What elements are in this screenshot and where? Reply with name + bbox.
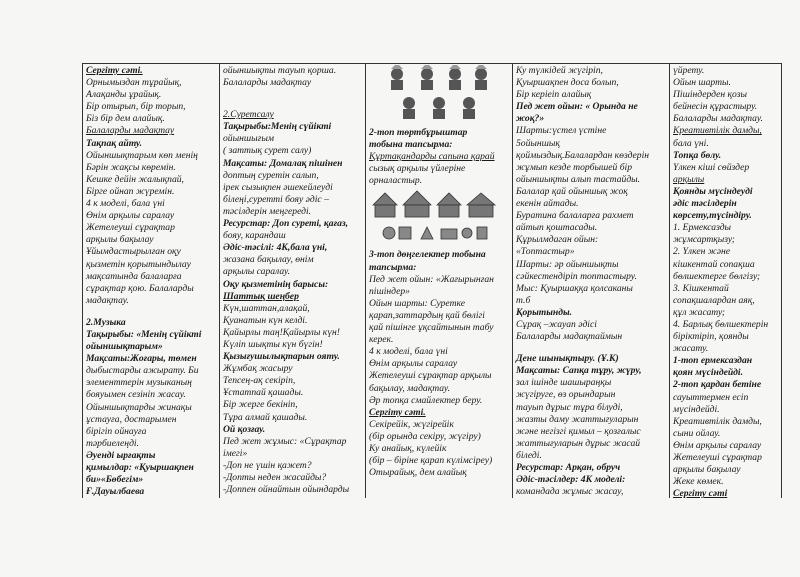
text-line: Сұрақ –жауап әдісі [516,318,597,330]
spacer [223,99,362,109]
text-line: және негізгі қимыл – қозғалыс [516,425,641,437]
text-line: әдіс тәсілдерін [673,198,737,210]
text-line: бояуымен сезініп жасау. [86,389,186,401]
text-line: Ой қозғау. [223,423,266,435]
text-line: імегі» [223,447,248,459]
text-line: Пед жет жұмыс: «Сұрақтар [223,435,347,447]
text-line: сызық арқылы үйлеріне [369,163,466,175]
text-line: 2-топ төртбұрыштар [369,127,468,138]
text-line: сұрақтар қою. Балаларды [86,282,194,294]
text-line: Өнім арқылы саралау [369,358,458,370]
column-2 [220,65,365,498]
text-line: жүгіруге, өз орындарын [516,389,616,401]
column-4 [513,65,669,498]
text-line: 1-топ ермексаздан [673,355,753,367]
text-line: Бір жерге бекініп, [223,399,298,411]
text-line: сопақшалардан аяқ, [673,294,755,306]
text-line: Ку түлкідей жүгіріп, [516,65,603,76]
text-line: 2.Музыка [86,316,126,328]
text-line: Мыс: Қуыршаққа қолсаканы [516,282,633,294]
text-line: Пед жет ойын: «Жағырынған [369,273,494,285]
text-line: Орнымыздан тұрайық, [86,77,182,89]
text-line: «Топтастыр» [516,246,575,258]
text-line: жұмып кезде торбышей бір [516,161,632,173]
text-line: Оқу қызметінің барысы: [223,278,329,290]
text-line: Ұстатпай қашады. [223,387,304,399]
text-line: Шаттық шеңбер [223,290,299,302]
text-line: керек. [369,334,394,346]
text-line: Ұйымдастырылған оқу [86,246,181,258]
text-line: ұстауға, достарымен [86,413,177,425]
text-line: Пед жет ойын: « Орында не [516,101,638,113]
text-line: Мақсаты: Сапқа тұру, жүру, [516,365,642,377]
text-line: 2. Үлкен және [673,246,730,258]
text-line: Балалар қай ойыншық жоқ [516,185,628,197]
text-line: Бәрін жақсы көремін. [86,161,176,173]
text-line: дыбыстарды ажырату. Би [86,365,199,377]
text-line: жазана бақылау, өнім [223,254,314,266]
spacer [223,89,362,99]
houses-illustration [369,187,509,249]
column-5 [670,65,781,498]
text-line: жазты даму жаттығуларын [516,413,639,425]
text-line: Бірге ойнап жүремін. [86,185,175,197]
text-line: Топқа бөлу. [673,149,722,161]
gnome-figures-illustration [369,65,509,127]
text-line: жасату. [673,343,709,355]
text-line: Сергіту сәті. [86,65,143,76]
text-line: құл жасату; [673,306,726,318]
text-line: -Доп не үшін қажет? [223,459,312,471]
table-border [781,63,782,498]
text-line: екенін айтады. [516,198,579,210]
illustrations [369,65,509,127]
text-line: Әуенді ырғақты [86,449,156,461]
text-line: тәсілдерін меңгереді. [223,205,312,217]
houses-illustration-wrap [369,187,509,249]
text-line: ойыншығым [223,133,274,145]
text-line: Құртақандарды сапына қарай [369,151,495,163]
text-line: Үлкен кіші сөйздер [673,161,750,173]
text-line: 2-топ қардан бетіне [673,379,762,391]
text-line: Балаларды мадақтау. [673,113,763,125]
text-line: Ойыншықтарды жинақы [86,401,192,413]
text-line: айтып қоштасады. [516,222,598,234]
text-line: қызметін қорытындылау [86,258,191,270]
text-line: Шарты:үстел үстіне [516,125,607,137]
text-line: Алақанды ұрайық. [86,89,162,101]
spacer [86,307,216,317]
table-top-border [82,63,782,64]
text-line: 4. Барлық бөлшектерін [673,318,769,330]
text-line: Біз бір дем алайық. [86,113,165,125]
text-line: Тақпақ айту. [86,137,142,149]
text-line: Дене шынықтыру. (Ұ.К) [516,353,619,365]
text-line: 4 к моделі, бала үні [86,198,165,210]
text-line: Жеке көмек. [673,476,724,488]
text-line: Жетелеуші сұрақтар [673,452,762,463]
text-line: элементтерін музыканың [86,377,192,389]
text-line: Ойын шарты: Суретке [369,297,466,309]
text-line: Қуыршақпен доса болып, [516,77,619,89]
text-line: ойыншықтарым» [86,341,163,353]
text-line: қоймыздық.Балалардан көздерін [516,149,650,161]
text-line: Қызығушылықтарын ояту. [223,351,340,363]
text-line: Жетелеуші сұрақтар [86,222,175,234]
column-3 [366,65,512,498]
text-line: мадақтау. [86,294,129,306]
text-line: жоқ?» [516,113,545,125]
text-line: командада жұмыс жасау, [516,486,624,498]
text-line: тапсырма: [369,261,417,273]
text-line: қимылдар: «Қуыршақпен [86,462,194,473]
text-line: бақылау, мадақтау. [369,382,450,394]
text-line: сәйкестендіріп топтастыру. [516,270,637,282]
text-line: Әдіс-тәсілдер: 4К моделі: [516,474,626,486]
text-line: (бір – біріне қарап күлімсіреу) [369,455,493,467]
text-line: Ресурстар: Доп суреті, қағаз, [223,218,349,230]
text-line: Бір керіеіп алайық [516,89,592,101]
text-line: Құрылмдаган ойын: [516,234,599,246]
text-line: доптың суретін салып, [223,169,319,181]
text-line: би»«Бөбегім» [86,474,144,486]
text-line: -Допты неден жасайды? [223,472,327,483]
text-line: Секірейік, жүгірейік [369,418,454,430]
text-line: кішкентай сопақша [673,258,755,270]
text-line: Балаларды мадақтау [223,77,312,89]
text-line: пішіндер» [369,285,410,297]
text-line: Қорытынды. [516,306,573,318]
text-line: Тепсең-ақ секіріп, [223,375,296,387]
text-line: Балаларды мадақтаймын [516,331,623,343]
text-line: ірек сызықпен әшекейлеуді [223,181,333,193]
text-line: Сергіту сәті [673,488,728,498]
text-line: Әдіс-тәсілі: 4К,бала үні, [223,242,328,254]
text-line: Өнім арқылы саралау [673,439,762,451]
text-line: Тақырыбы:Менің сүйікті [223,121,332,133]
text-line: ойыншықты тауып қорша. [223,65,337,76]
text-line: қарап,заттардың қай бөлігі [369,309,485,321]
text-line: Буратина балаларға рахмет [516,210,634,222]
text-line: жұмсартқызу; [673,234,735,246]
text-line: орналастыр. [369,175,423,187]
text-line: тауып дұрыс тұра білуді, [516,401,623,413]
text-line: 5ойыншық [516,137,560,149]
text-line: (бір орында секіру, жүгіру) [369,430,481,442]
text-line: көрсету,түсіндіру. [673,210,752,222]
text-line: үйрету. [673,65,705,76]
text-line: Ойыншықтарым көп менің [86,149,198,161]
text-line: Жұмбақ жасыру [223,363,293,375]
text-line: 1. Ермексазды [673,222,732,234]
text-line: бала үні. [673,137,709,149]
text-line: Күн,шаттан,алақай, [223,302,310,314]
text-line: Қайырлы таң!Қайырлы күн! [223,326,340,338]
text-line: Ғ.Дауылбаева [86,486,145,498]
text-line: мақсатында балаларға [86,270,182,282]
text-line: Жетелеуші сұрақтар арқылы [369,370,492,382]
text-line: Пішіндерден қозы [673,89,747,101]
text-line: бөлшектерге бөлгізу; [673,270,761,282]
text-line: Тақырыбы: «Менің сүйікті [86,328,202,340]
text-line: Креативтілік дамды, [673,415,762,427]
text-line: бейнесін құрастыру. [673,101,758,113]
text-line: біледі. [516,449,542,461]
text-line: Өнім арқылы саралау [86,210,175,222]
text-line: Балаларды мадақтау [86,125,175,137]
text-line: Ойын шарты. [673,77,731,89]
text-line: жаттығуларын дұрыс жасай [516,437,641,449]
text-line: Тұра алмай қашады. [223,411,308,423]
text-line: сыни ойлау. [673,427,721,439]
text-line: ( заттық сурет салу) [223,145,312,157]
text-line: Күліп шықты күн бүгін! [223,338,323,350]
text-line: білеңі,суретті бояу әдіс – [223,193,329,205]
text-line: Креативтілік дамды, [673,125,762,137]
text-line: Қоянды мүсіндеуді [673,185,753,197]
text-line: арқылы бақылау [86,234,154,246]
plan-table [82,63,782,498]
text-line: 3. Кішкентай [673,282,729,294]
text-line: мүсіндейді. [673,403,720,415]
text-line: Сергіту сәті. [369,406,426,418]
text-line: Мақсаты:Жоғары, төмен [86,353,197,365]
text-line: тәрбиелеңді. [86,437,139,449]
text-line: Бір отырып, бір торып, [86,101,186,113]
text-line: бояу, карандаш [223,230,286,242]
text-line: Отырайық, дем алайық [369,467,467,479]
text-line: арқылы бақылау [673,464,741,476]
text-line: арқылы саралау. [223,266,291,278]
text-line: т.б [516,294,531,306]
text-line: тобына тапсырма: [369,139,453,151]
text-line: -Доппен ойнайтын ойындарды [223,484,350,496]
text-line: Шарты: әр ойыншықты [516,258,619,270]
text-line: сауыттермен есіп [673,391,749,403]
text-line: Қуанатын күн келді. [223,314,308,326]
column-1 [83,65,219,498]
spacer [516,343,666,353]
text-line: Мақсаты: Домалақ пішінен [223,157,343,169]
text-line: ойыншықты алып тастайды. [516,173,641,185]
text-line: қоян мүсіндейді. [673,367,743,379]
text-line: қай пішінге ұқсайтынын табу [369,322,494,334]
text-line: Әр топқа смайлектер беру. [369,394,483,406]
text-line: Ку анайық, күлейік [369,442,447,454]
text-line: бірігіп ойнауға [86,425,147,437]
text-line: 4 к моделі, бала үні [369,346,448,358]
text-line: біріктіріп, қоянды [673,331,749,343]
text-line: Ресурстар: Арқан, обруч [516,462,621,473]
text-line: зал ішінде шашыраңқы [516,377,612,389]
text-line: арқылы [673,173,705,185]
text-line: Кешке дейін жалықпай, [86,173,184,185]
text-line: 3-топ дөңгелектер тобына [369,249,486,261]
text-line: 2.Суретсалу [223,109,274,121]
